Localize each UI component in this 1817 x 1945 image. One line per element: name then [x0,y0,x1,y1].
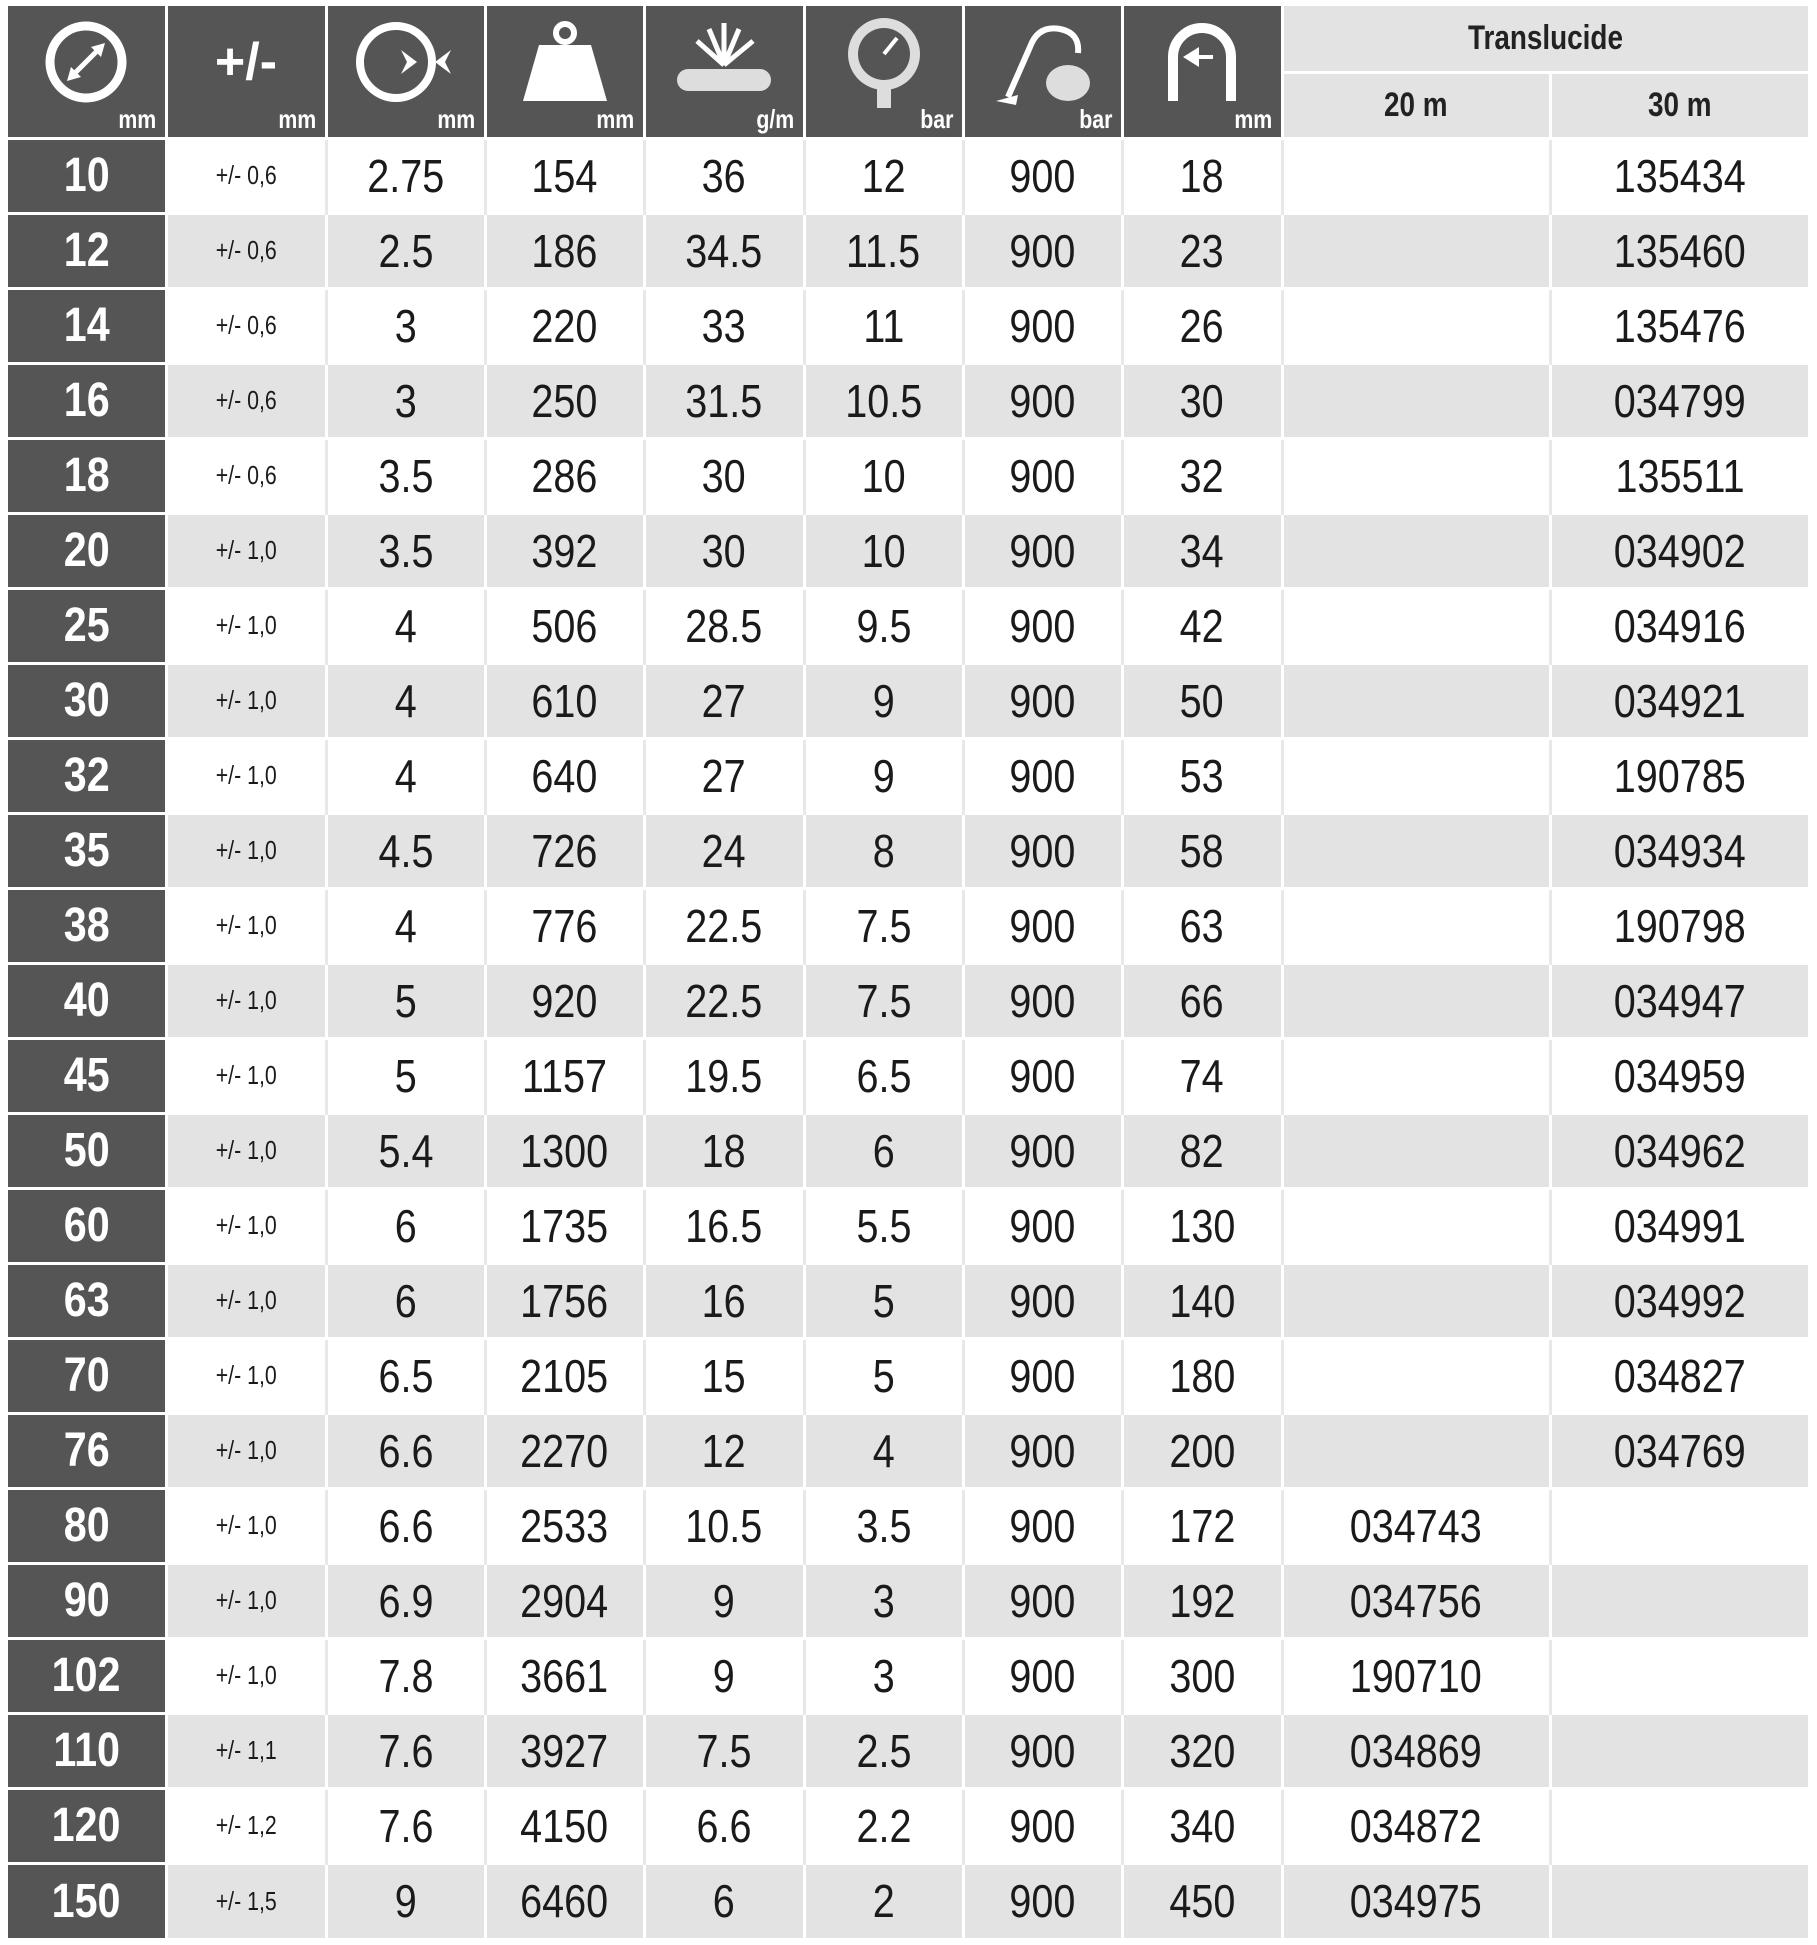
cell-gm: 30 [644,513,804,588]
cell-ref-20m [1282,1188,1550,1263]
cell-wall: 6.5 [326,1338,485,1413]
cell-ref-20m: 034872 [1282,1788,1550,1863]
cell-ref-20m [1282,513,1550,588]
cell-wall: 5 [326,963,485,1038]
cell-ref-30m: 034991 [1550,1188,1808,1263]
cell-vacuum: 900 [963,1488,1122,1563]
cell-radius: 82 [1122,1113,1282,1188]
cell-diameter: 20 [8,513,166,588]
cell-vacuum: 900 [963,288,1122,363]
cell-gm: 34.5 [644,213,804,288]
cell-pressure: 12 [804,138,963,213]
bend-radius-icon [1157,17,1247,107]
cell-radius: 23 [1122,213,1282,288]
cell-ref-20m [1282,1413,1550,1488]
cell-pressure: 2.2 [804,1788,963,1863]
cell-wall: 6.9 [326,1563,485,1638]
cell-pressure: 4 [804,1413,963,1488]
cell-vacuum: 900 [963,1338,1122,1413]
cell-gm: 10.5 [644,1488,804,1563]
cell-vacuum: 900 [963,963,1122,1038]
table-row [8,1713,1808,1788]
cell-gm: 27 [644,738,804,813]
cell-tolerance: +/- 1,0 [166,1413,326,1488]
cell-ref-20m [1282,813,1550,888]
cell-gm: 16.5 [644,1188,804,1263]
header-bend-radius [1122,6,1282,138]
cell-diameter: 25 [8,588,166,663]
cell-vacuum: 900 [963,438,1122,513]
cell-weight: 4150 [485,1788,644,1863]
table-row [8,1113,1808,1188]
table-row [8,288,1808,363]
cell-diameter: 120 [8,1788,166,1863]
cell-radius: 192 [1122,1563,1282,1638]
cell-ref-30m [1550,1788,1808,1863]
cell-tolerance: +/- 1,0 [166,1638,326,1713]
cell-vacuum: 900 [963,138,1122,213]
cell-gm: 36 [644,138,804,213]
unit-label: bar [1079,103,1113,134]
cell-weight: 726 [485,813,644,888]
cell-gm: 6.6 [644,1788,804,1863]
table-row [8,1038,1808,1113]
cell-gm: 9 [644,1638,804,1713]
table-row [8,1488,1808,1563]
table-row [8,1788,1808,1863]
cell-ref-20m [1282,1038,1550,1113]
cell-pressure: 5 [804,1338,963,1413]
cell-tolerance: +/- 0,6 [166,213,326,288]
cell-vacuum: 900 [963,1713,1122,1788]
cell-radius: 63 [1122,888,1282,963]
cell-radius: 34 [1122,513,1282,588]
cell-diameter: 16 [8,363,166,438]
cell-weight: 186 [485,213,644,288]
cell-radius: 53 [1122,738,1282,813]
cell-wall: 5.4 [326,1113,485,1188]
table-row [8,138,1808,213]
cell-pressure: 9 [804,663,963,738]
cell-tolerance: +/- 0,6 [166,438,326,513]
cell-ref-30m: 135511 [1550,438,1808,513]
cell-diameter: 18 [8,438,166,513]
cell-ref-20m [1282,288,1550,363]
table-row [8,813,1808,888]
cell-ref-20m [1282,888,1550,963]
cell-ref-30m: 034934 [1550,813,1808,888]
unit-label: mm [278,103,317,134]
cell-radius: 450 [1122,1863,1282,1938]
cell-pressure: 11 [804,288,963,363]
cell-diameter: 40 [8,963,166,1038]
cell-pressure: 7.5 [804,963,963,1038]
cell-pressure: 3 [804,1563,963,1638]
cell-tolerance: +/- 1,0 [166,888,326,963]
cell-ref-30m [1550,1563,1808,1638]
cell-pressure: 9.5 [804,588,963,663]
header-vacuum [963,6,1122,138]
cell-diameter: 63 [8,1263,166,1338]
cell-wall: 5 [326,1038,485,1113]
header-weight [485,6,644,138]
cell-pressure: 9 [804,738,963,813]
cell-vacuum: 900 [963,813,1122,888]
cell-pressure: 5.5 [804,1188,963,1263]
header-pressure [804,6,963,138]
cell-tolerance: +/- 1,0 [166,1563,326,1638]
cell-weight: 610 [485,663,644,738]
cell-pressure: 8 [804,813,963,888]
cell-wall: 3 [326,288,485,363]
table-row [8,363,1808,438]
cell-ref-20m [1282,213,1550,288]
cell-tolerance: +/- 1,1 [166,1713,326,1788]
unit-label: mm [596,103,635,134]
cell-weight: 640 [485,738,644,813]
cell-gm: 19.5 [644,1038,804,1113]
cell-gm: 27 [644,663,804,738]
cell-gm: 12 [644,1413,804,1488]
cell-ref-30m: 034902 [1550,513,1808,588]
cell-ref-30m [1550,1488,1808,1563]
table-row [8,663,1808,738]
cell-weight: 1756 [485,1263,644,1338]
cell-radius: 74 [1122,1038,1282,1113]
cell-ref-30m [1550,1863,1808,1938]
cell-radius: 50 [1122,663,1282,738]
cell-tolerance: +/- 1,0 [166,1113,326,1188]
cell-diameter: 110 [8,1713,166,1788]
cell-tolerance: +/- 1,0 [166,1263,326,1338]
cell-weight: 286 [485,438,644,513]
length-20m-header: 20 m [1282,72,1550,138]
cell-weight: 2105 [485,1338,644,1413]
cell-ref-20m: 034869 [1282,1713,1550,1788]
cell-gm: 22.5 [644,963,804,1038]
product-spec-table [8,6,1808,1938]
cell-diameter: 50 [8,1113,166,1188]
cell-tolerance: +/- 1,0 [166,1338,326,1413]
cell-tolerance: +/- 1,0 [166,663,326,738]
cell-radius: 58 [1122,813,1282,888]
cell-ref-30m: 034962 [1550,1113,1808,1188]
cell-gm: 33 [644,288,804,363]
cell-radius: 300 [1122,1638,1282,1713]
cell-diameter: 30 [8,663,166,738]
cell-ref-30m: 190798 [1550,888,1808,963]
table-row [8,1188,1808,1263]
cell-ref-20m: 034743 [1282,1488,1550,1563]
cell-gm: 18 [644,1113,804,1188]
cell-gm: 22.5 [644,888,804,963]
cell-ref-20m [1282,438,1550,513]
cell-diameter: 14 [8,288,166,363]
cell-pressure: 2 [804,1863,963,1938]
cell-ref-30m [1550,1638,1808,1713]
cell-diameter: 45 [8,1038,166,1113]
cell-radius: 200 [1122,1413,1282,1488]
weight-icon [515,17,615,107]
cell-ref-30m: 034921 [1550,663,1808,738]
cell-radius: 30 [1122,363,1282,438]
cell-radius: 172 [1122,1488,1282,1563]
table-row [8,1638,1808,1713]
cell-diameter: 150 [8,1863,166,1938]
cell-tolerance: +/- 0,6 [166,138,326,213]
cell-gm: 31.5 [644,363,804,438]
cell-diameter: 76 [8,1413,166,1488]
wall-thickness-icon [351,17,461,107]
cell-vacuum: 900 [963,1038,1122,1113]
hose-weight-icon [669,17,779,107]
cell-weight: 3927 [485,1713,644,1788]
cell-tolerance: +/- 1,0 [166,963,326,1038]
cell-pressure: 6.5 [804,1038,963,1113]
header-tolerance [166,6,326,138]
cell-wall: 6 [326,1263,485,1338]
cell-tolerance: +/- 1,0 [166,1188,326,1263]
table-row [8,1338,1808,1413]
cell-radius: 320 [1122,1713,1282,1788]
cell-ref-30m: 034769 [1550,1413,1808,1488]
cell-weight: 154 [485,138,644,213]
cell-gm: 6 [644,1863,804,1938]
table-row [8,1863,1808,1938]
header-hose-weight [644,6,804,138]
cell-vacuum: 900 [963,1263,1122,1338]
cell-diameter: 80 [8,1488,166,1563]
cell-weight: 1157 [485,1038,644,1113]
tolerance-label: +/- [214,33,278,91]
cell-vacuum: 900 [963,888,1122,963]
cell-diameter: 38 [8,888,166,963]
translucide-group-header: Translucide [1282,6,1808,72]
cell-diameter: 70 [8,1338,166,1413]
cell-ref-30m: 034992 [1550,1263,1808,1338]
cell-tolerance: +/- 1,5 [166,1863,326,1938]
cell-vacuum: 900 [963,363,1122,438]
unit-label: bar [920,103,954,134]
cell-vacuum: 900 [963,513,1122,588]
cell-gm: 28.5 [644,588,804,663]
cell-weight: 920 [485,963,644,1038]
cell-radius: 140 [1122,1263,1282,1338]
cell-tolerance: +/- 1,0 [166,738,326,813]
cell-pressure: 3.5 [804,1488,963,1563]
cell-tolerance: +/- 1,0 [166,588,326,663]
inner-diameter-icon [41,17,131,107]
cell-pressure: 10 [804,513,963,588]
cell-wall: 6.6 [326,1488,485,1563]
cell-tolerance: +/- 1,0 [166,513,326,588]
table-row [8,888,1808,963]
cell-pressure: 6 [804,1113,963,1188]
cell-weight: 2904 [485,1563,644,1638]
table-row [8,738,1808,813]
cell-ref-20m [1282,138,1550,213]
cell-wall: 2.75 [326,138,485,213]
cell-tolerance: +/- 1,0 [166,1038,326,1113]
cell-gm: 16 [644,1263,804,1338]
cell-weight: 506 [485,588,644,663]
cell-weight: 392 [485,513,644,588]
cell-ref-30m: 034827 [1550,1338,1808,1413]
cell-gm: 24 [644,813,804,888]
cell-gm: 7.5 [644,1713,804,1788]
cell-wall: 7.6 [326,1713,485,1788]
cell-ref-20m [1282,963,1550,1038]
cell-vacuum: 900 [963,738,1122,813]
cell-tolerance: +/- 0,6 [166,288,326,363]
cell-weight: 6460 [485,1863,644,1938]
cell-vacuum: 900 [963,1563,1122,1638]
table-row [8,588,1808,663]
table-row [8,1413,1808,1488]
table-row [8,1563,1808,1638]
cell-wall: 4 [326,738,485,813]
cell-wall: 4 [326,663,485,738]
cell-ref-20m [1282,1338,1550,1413]
cell-ref-30m: 034959 [1550,1038,1808,1113]
header-wall-thickness [326,6,485,138]
cell-ref-20m: 034756 [1282,1563,1550,1638]
cell-weight: 220 [485,288,644,363]
cell-ref-30m: 135476 [1550,288,1808,363]
cell-diameter: 10 [8,138,166,213]
cell-tolerance: +/- 0,6 [166,363,326,438]
cell-diameter: 32 [8,738,166,813]
cell-ref-20m [1282,363,1550,438]
cell-wall: 6.6 [326,1413,485,1488]
cell-gm: 9 [644,1563,804,1638]
cell-ref-30m: 135460 [1550,213,1808,288]
unit-label: g/m [756,103,795,134]
cell-radius: 26 [1122,288,1282,363]
cell-weight: 250 [485,363,644,438]
cell-radius: 180 [1122,1338,1282,1413]
cell-diameter: 90 [8,1563,166,1638]
cell-pressure: 11.5 [804,213,963,288]
cell-vacuum: 900 [963,1638,1122,1713]
table-row [8,438,1808,513]
cell-vacuum: 900 [963,1863,1122,1938]
cell-radius: 32 [1122,438,1282,513]
cell-pressure: 10 [804,438,963,513]
cell-radius: 66 [1122,963,1282,1038]
cell-wall: 3.5 [326,438,485,513]
cell-radius: 340 [1122,1788,1282,1863]
cell-wall: 3.5 [326,513,485,588]
cell-wall: 7.6 [326,1788,485,1863]
cell-diameter: 35 [8,813,166,888]
table-row [8,213,1808,288]
cell-wall: 9 [326,1863,485,1938]
cell-pressure: 7.5 [804,888,963,963]
cell-vacuum: 900 [963,588,1122,663]
cell-weight: 2270 [485,1413,644,1488]
cell-wall: 4 [326,588,485,663]
cell-tolerance: +/- 1,2 [166,1788,326,1863]
cell-vacuum: 900 [963,1188,1122,1263]
cell-ref-30m: 190785 [1550,738,1808,813]
table-row [8,963,1808,1038]
cell-ref-20m [1282,588,1550,663]
cell-gm: 15 [644,1338,804,1413]
cell-ref-20m [1282,738,1550,813]
cell-weight: 3661 [485,1638,644,1713]
cell-weight: 1735 [485,1188,644,1263]
cell-radius: 130 [1122,1188,1282,1263]
cell-gm: 30 [644,438,804,513]
cell-pressure: 10.5 [804,363,963,438]
cell-radius: 42 [1122,588,1282,663]
cell-wall: 2.5 [326,213,485,288]
cell-ref-30m: 034947 [1550,963,1808,1038]
unit-label: mm [437,103,476,134]
cell-wall: 4.5 [326,813,485,888]
vacuum-icon [988,17,1098,107]
cell-weight: 776 [485,888,644,963]
cell-diameter: 12 [8,213,166,288]
cell-vacuum: 900 [963,1113,1122,1188]
cell-ref-30m: 034916 [1550,588,1808,663]
cell-ref-20m [1282,1263,1550,1338]
cell-wall: 3 [326,363,485,438]
unit-label: mm [1234,103,1273,134]
cell-ref-20m [1282,1113,1550,1188]
cell-ref-20m [1282,663,1550,738]
cell-diameter: 60 [8,1188,166,1263]
cell-pressure: 2.5 [804,1713,963,1788]
cell-ref-20m: 034975 [1282,1863,1550,1938]
cell-diameter: 102 [8,1638,166,1713]
cell-vacuum: 900 [963,213,1122,288]
cell-vacuum: 900 [963,663,1122,738]
cell-pressure: 5 [804,1263,963,1338]
pressure-gauge-icon [839,14,929,110]
cell-ref-20m: 190710 [1282,1638,1550,1713]
cell-wall: 7.8 [326,1638,485,1713]
cell-vacuum: 900 [963,1413,1122,1488]
cell-vacuum: 900 [963,1788,1122,1863]
cell-tolerance: +/- 1,0 [166,1488,326,1563]
unit-label: mm [118,103,157,134]
table-row [8,1263,1808,1338]
cell-weight: 1300 [485,1113,644,1188]
table-row [8,513,1808,588]
cell-ref-30m: 034799 [1550,363,1808,438]
cell-wall: 4 [326,888,485,963]
cell-tolerance: +/- 1,0 [166,813,326,888]
cell-wall: 6 [326,1188,485,1263]
cell-ref-30m: 135434 [1550,138,1808,213]
cell-ref-30m [1550,1713,1808,1788]
length-30m-header: 30 m [1550,72,1808,138]
header-inner-diameter [8,6,166,138]
cell-pressure: 3 [804,1638,963,1713]
cell-weight: 2533 [485,1488,644,1563]
cell-radius: 18 [1122,138,1282,213]
